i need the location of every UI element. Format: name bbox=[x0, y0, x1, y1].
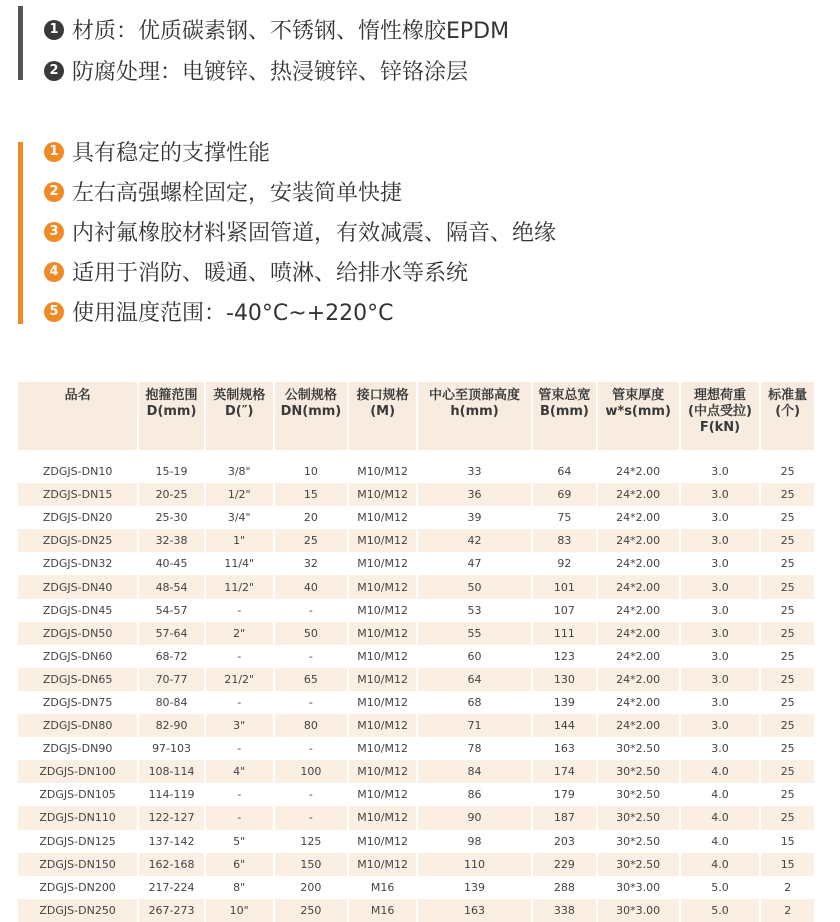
table-cell: 174 bbox=[533, 760, 596, 783]
table-cell: 30*2.50 bbox=[616, 742, 661, 756]
table-cell: 53 bbox=[467, 603, 482, 617]
table-cell: 39 bbox=[467, 511, 482, 525]
anticorrosion-line bbox=[44, 55, 468, 86]
table-cell: 30*3.00 bbox=[616, 880, 661, 894]
table-cell: 15 bbox=[780, 834, 795, 848]
table-cell: 1" bbox=[206, 529, 273, 552]
table-row bbox=[18, 529, 814, 552]
table-cell: 179 bbox=[553, 788, 575, 802]
table-cell: 70-77 bbox=[139, 668, 204, 691]
col-header: 标准量 (个) bbox=[761, 382, 814, 450]
table-cell: 15 bbox=[761, 853, 814, 876]
table-cell: 65 bbox=[275, 668, 348, 691]
table-cell: 3/4" bbox=[227, 511, 251, 525]
col-header: 接口规格 (M) bbox=[349, 382, 416, 450]
table-cell: - bbox=[308, 742, 313, 756]
table-row bbox=[18, 714, 814, 737]
table-cell: 130 bbox=[533, 668, 596, 691]
number-badge-icon: 4 bbox=[44, 262, 64, 282]
table-cell: 21/2" bbox=[206, 668, 273, 691]
table-cell: M10/M12 bbox=[349, 575, 416, 598]
table-cell: 123 bbox=[553, 649, 575, 663]
table-cell: 3.0 bbox=[711, 511, 729, 525]
table-cell: 75 bbox=[557, 511, 572, 525]
feature-item bbox=[44, 216, 556, 247]
table-cell: 137-142 bbox=[148, 834, 195, 848]
table-cell: 80-84 bbox=[155, 695, 188, 709]
table-cell: 163 bbox=[418, 899, 531, 922]
table-cell: ZDGJS-DN150 bbox=[18, 853, 137, 876]
table-cell: ZDGJS-DN15 bbox=[18, 483, 137, 506]
table-cell: 3.0 bbox=[711, 603, 729, 617]
table-cell: 114-119 bbox=[148, 788, 195, 802]
table-cell: 30*2.50 bbox=[616, 788, 661, 802]
spec-table bbox=[16, 382, 816, 922]
table-cell: ZDGJS-DN45 bbox=[42, 603, 113, 617]
table-cell: M10/M12 bbox=[357, 603, 408, 617]
table-cell: M10/M12 bbox=[357, 695, 408, 709]
table-cell: 97-103 bbox=[152, 742, 192, 756]
table-cell: 3.0 bbox=[681, 714, 760, 737]
table-cell: 54-57 bbox=[155, 603, 188, 617]
table-cell: ZDGJS-DN20 bbox=[42, 511, 113, 525]
table-cell: 24*2.00 bbox=[598, 714, 679, 737]
table-cell: 5.0 bbox=[711, 880, 729, 894]
table-cell: M10/M12 bbox=[349, 483, 416, 506]
table-cell: 25 bbox=[780, 603, 795, 617]
col-header: 管束总宽 B(mm) bbox=[533, 382, 596, 450]
table-cell: - bbox=[308, 649, 313, 663]
table-row bbox=[18, 830, 814, 853]
table-cell: 25 bbox=[275, 529, 348, 552]
table-row bbox=[18, 737, 814, 760]
number-badge-icon: 1 bbox=[44, 142, 64, 162]
col-header: 中心至顶部高度 h(mm) bbox=[418, 382, 531, 450]
table-cell: 229 bbox=[533, 853, 596, 876]
table-row bbox=[18, 783, 814, 806]
table-cell: 4.0 bbox=[711, 834, 729, 848]
table-cell: 32 bbox=[303, 557, 318, 571]
number-badge-icon: 5 bbox=[44, 302, 64, 322]
table-cell: ZDGJS-DN32 bbox=[42, 557, 113, 571]
table-cell: M10/M12 bbox=[349, 668, 416, 691]
table-row bbox=[18, 575, 814, 598]
table-cell: - bbox=[308, 788, 313, 802]
table-row bbox=[18, 691, 814, 714]
table-cell: 3.0 bbox=[711, 695, 729, 709]
table-row bbox=[18, 599, 814, 622]
table-cell: 3.0 bbox=[681, 668, 760, 691]
table-cell: - bbox=[308, 695, 313, 709]
table-row bbox=[18, 506, 814, 529]
table-cell: 267-273 bbox=[139, 899, 204, 922]
table-cell: 25 bbox=[761, 529, 814, 552]
table-cell: 162-168 bbox=[139, 853, 204, 876]
table-cell: 4.0 bbox=[681, 760, 760, 783]
table-cell: 5" bbox=[233, 834, 246, 848]
table-cell: ZDGJS-DN100 bbox=[18, 760, 137, 783]
table-cell: 4.0 bbox=[681, 853, 760, 876]
table-cell: 25 bbox=[761, 575, 814, 598]
table-cell: 203 bbox=[553, 834, 575, 848]
table-cell: ZDGJS-DN25 bbox=[18, 529, 137, 552]
table-cell: 32-38 bbox=[139, 529, 204, 552]
table-cell: ZDGJS-DN80 bbox=[18, 714, 137, 737]
table-cell: 6" bbox=[206, 853, 273, 876]
table-cell: 24*2.00 bbox=[598, 622, 679, 645]
table-cell: 24*2.00 bbox=[598, 529, 679, 552]
table-cell: - bbox=[206, 806, 273, 829]
col-header: 抱箍范围 D(mm) bbox=[139, 382, 204, 450]
table-cell: - bbox=[237, 788, 242, 802]
table-cell: ZDGJS-DN50 bbox=[18, 622, 137, 645]
table-cell: 24*2.00 bbox=[616, 649, 661, 663]
table-cell: M10/M12 bbox=[349, 529, 416, 552]
table-cell: 139 bbox=[464, 880, 486, 894]
table-cell: ZDGJS-DN65 bbox=[18, 668, 137, 691]
number-badge-icon: 2 bbox=[44, 182, 64, 202]
table-cell: 55 bbox=[418, 622, 531, 645]
table-row bbox=[18, 876, 814, 899]
table-cell: 33 bbox=[467, 465, 482, 479]
table-cell: 25-30 bbox=[155, 511, 188, 525]
table-row bbox=[18, 899, 814, 922]
table-cell: 10 bbox=[303, 465, 318, 479]
feature-item bbox=[44, 256, 468, 287]
table-cell: M10/M12 bbox=[357, 465, 408, 479]
table-cell: 3.0 bbox=[711, 557, 729, 571]
col-header: 公制规格 DN(mm) bbox=[275, 382, 348, 450]
table-cell: ZDGJS-DN250 bbox=[18, 899, 137, 922]
table-cell: 69 bbox=[533, 483, 596, 506]
table-cell: 30*2.50 bbox=[616, 834, 661, 848]
table-cell: 101 bbox=[533, 575, 596, 598]
table-row bbox=[18, 853, 814, 876]
table-cell: 250 bbox=[275, 899, 348, 922]
table-cell: ZDGJS-DN105 bbox=[39, 788, 116, 802]
table-cell: 25 bbox=[761, 483, 814, 506]
table-cell: 50 bbox=[418, 575, 531, 598]
table-row bbox=[18, 622, 814, 645]
table-cell: M10/M12 bbox=[357, 742, 408, 756]
feature-text: 使用温度范围：-40°C~+220°C bbox=[72, 301, 394, 326]
table-cell: 144 bbox=[533, 714, 596, 737]
table-cell: 25 bbox=[780, 788, 795, 802]
table-cell: M10/M12 bbox=[357, 511, 408, 525]
table-body bbox=[18, 450, 814, 922]
table-cell: 2" bbox=[206, 622, 273, 645]
table-cell: 20-25 bbox=[139, 483, 204, 506]
table-cell: 25 bbox=[780, 695, 795, 709]
table-row bbox=[18, 760, 814, 783]
table-cell: 111 bbox=[533, 622, 596, 645]
table-cell: M10/M12 bbox=[357, 557, 408, 571]
table-cell: M10/M12 bbox=[349, 622, 416, 645]
table-cell: 25 bbox=[761, 622, 814, 645]
table-cell: M10/M12 bbox=[349, 760, 416, 783]
table-cell: ZDGJS-DN40 bbox=[18, 575, 137, 598]
table-cell: ZDGJS-DN200 bbox=[39, 880, 116, 894]
table-cell: 3.0 bbox=[681, 575, 760, 598]
table-cell: M10/M12 bbox=[349, 806, 416, 829]
col-header: 理想荷重 (中点受拉) F(kN) bbox=[681, 382, 760, 450]
table-cell: 3.0 bbox=[711, 742, 729, 756]
table-cell: 40-45 bbox=[155, 557, 188, 571]
table-cell: 100 bbox=[275, 760, 348, 783]
table-cell: 83 bbox=[533, 529, 596, 552]
table-cell: 3.0 bbox=[681, 622, 760, 645]
table-cell: 24*2.00 bbox=[616, 603, 661, 617]
feature-text: 左右高强螺栓固定，安装简单快捷 bbox=[72, 181, 403, 206]
materials-accent-bar bbox=[18, 6, 23, 80]
number-badge-icon: 2 bbox=[44, 61, 64, 81]
table-cell: 84 bbox=[418, 760, 531, 783]
table-cell: 82-90 bbox=[139, 714, 204, 737]
table-cell: 60 bbox=[467, 649, 482, 663]
col-header: 品名 bbox=[18, 382, 137, 450]
table-cell: ZDGJS-DN10 bbox=[42, 465, 113, 479]
col-header: 英制规格 D(″) bbox=[206, 382, 273, 450]
table-row bbox=[18, 552, 814, 575]
material-text: 材质：优质碳素钢、不锈钢、惰性橡胶EPDM bbox=[72, 19, 510, 44]
feature-item bbox=[44, 296, 394, 327]
table-cell: 11/2" bbox=[206, 575, 273, 598]
table-cell: 78 bbox=[467, 742, 482, 756]
table-cell: 187 bbox=[533, 806, 596, 829]
table-row bbox=[18, 668, 814, 691]
table-cell: 4.0 bbox=[681, 806, 760, 829]
table-cell: 2 bbox=[761, 899, 814, 922]
table-cell: 86 bbox=[467, 788, 482, 802]
table-cell: 80 bbox=[275, 714, 348, 737]
table-row bbox=[18, 806, 814, 829]
table-cell: 92 bbox=[557, 557, 572, 571]
table-cell: 57-64 bbox=[139, 622, 204, 645]
table-cell: 25 bbox=[780, 557, 795, 571]
number-badge-icon: 1 bbox=[44, 20, 64, 40]
table-cell: M10/M12 bbox=[357, 834, 408, 848]
table-cell: 288 bbox=[553, 880, 575, 894]
table-cell: 3.0 bbox=[711, 465, 729, 479]
table-cell: 338 bbox=[533, 899, 596, 922]
table-row bbox=[18, 483, 814, 506]
table-cell: 20 bbox=[303, 511, 318, 525]
table-cell: M10/M12 bbox=[349, 714, 416, 737]
table-cell: 48-54 bbox=[139, 575, 204, 598]
table-cell: 30*2.50 bbox=[598, 806, 679, 829]
table-cell: 200 bbox=[300, 880, 322, 894]
table-cell: ZDGJS-DN90 bbox=[42, 742, 113, 756]
anticorrosion-text: 防腐处理：电镀锌、热浸镀锌、锌铬涂层 bbox=[72, 60, 469, 85]
table-cell: 139 bbox=[553, 695, 575, 709]
table-cell: ZDGJS-DN125 bbox=[39, 834, 116, 848]
table-cell: 3/8" bbox=[227, 465, 251, 479]
table-cell: - bbox=[237, 742, 242, 756]
table-cell: - bbox=[308, 603, 313, 617]
table-cell: 25 bbox=[761, 714, 814, 737]
table-cell: 25 bbox=[780, 465, 795, 479]
col-header: 管束厚度 w*s(mm) bbox=[598, 382, 679, 450]
table-cell: 30*3.00 bbox=[598, 899, 679, 922]
table-cell: 42 bbox=[418, 529, 531, 552]
table-spacer-row bbox=[18, 450, 814, 460]
table-cell: 8" bbox=[233, 880, 246, 894]
table-cell: 11/4" bbox=[224, 557, 255, 571]
table-cell: 24*2.00 bbox=[616, 511, 661, 525]
table-cell: 30*2.50 bbox=[598, 853, 679, 876]
table-cell: 2 bbox=[784, 880, 792, 894]
material-line bbox=[44, 14, 509, 45]
table-cell: 110 bbox=[418, 853, 531, 876]
table-cell: 24*2.00 bbox=[598, 575, 679, 598]
table-cell: - bbox=[275, 806, 348, 829]
table-cell: 25 bbox=[780, 511, 795, 525]
table-cell: 3" bbox=[206, 714, 273, 737]
table-cell: 15-19 bbox=[155, 465, 188, 479]
table-cell: 4" bbox=[206, 760, 273, 783]
feature-text: 内衬氟橡胶材料紧固管道，有效减震、隔音、绝缘 bbox=[72, 221, 557, 246]
table-cell: M10/M12 bbox=[349, 853, 416, 876]
table-cell: 25 bbox=[761, 806, 814, 829]
table-cell: 25 bbox=[780, 742, 795, 756]
table-cell: M10/M12 bbox=[357, 788, 408, 802]
table-cell: 15 bbox=[275, 483, 348, 506]
table-cell: 30*2.50 bbox=[598, 760, 679, 783]
table-cell: - bbox=[237, 603, 242, 617]
table-cell: ZDGJS-DN60 bbox=[42, 649, 113, 663]
table-cell: 217-224 bbox=[148, 880, 195, 894]
table-cell: 3.0 bbox=[681, 483, 760, 506]
table-cell: ZDGJS-DN75 bbox=[42, 695, 113, 709]
table-cell: 98 bbox=[467, 834, 482, 848]
table-cell: 24*2.00 bbox=[598, 668, 679, 691]
table-cell: 24*2.00 bbox=[616, 695, 661, 709]
table-cell: 90 bbox=[418, 806, 531, 829]
table-cell: 4.0 bbox=[711, 788, 729, 802]
table-cell: 163 bbox=[553, 742, 575, 756]
table-cell: 50 bbox=[275, 622, 348, 645]
table-cell: 24*2.00 bbox=[598, 483, 679, 506]
spacer-cell bbox=[18, 450, 814, 460]
table-cell: 24*2.00 bbox=[616, 465, 661, 479]
table-cell: 108-114 bbox=[139, 760, 204, 783]
table-cell: M16 bbox=[370, 880, 395, 894]
table-cell: 36 bbox=[418, 483, 531, 506]
table-cell: 25 bbox=[780, 649, 795, 663]
number-badge-icon: 3 bbox=[44, 222, 64, 242]
table-cell: 47 bbox=[467, 557, 482, 571]
table-cell: 150 bbox=[275, 853, 348, 876]
table-cell: 3.0 bbox=[711, 649, 729, 663]
table-cell: 68-72 bbox=[155, 649, 188, 663]
table-cell: 68 bbox=[467, 695, 482, 709]
feature-text: 具有稳定的支撑性能 bbox=[72, 141, 271, 166]
features-accent-bar bbox=[18, 142, 23, 324]
feature-text: 适用于消防、暖通、喷淋、给排水等系统 bbox=[72, 261, 469, 286]
table-cell: M10/M12 bbox=[357, 649, 408, 663]
table-cell: 5.0 bbox=[681, 899, 760, 922]
table-cell: - bbox=[237, 649, 242, 663]
table-cell: - bbox=[237, 695, 242, 709]
table-cell: 122-127 bbox=[139, 806, 204, 829]
table-cell: 64 bbox=[418, 668, 531, 691]
table-cell: 10" bbox=[206, 899, 273, 922]
table-cell: ZDGJS-DN110 bbox=[18, 806, 137, 829]
table-cell: M16 bbox=[349, 899, 416, 922]
table-cell: 64 bbox=[557, 465, 572, 479]
table-row bbox=[18, 460, 814, 483]
feature-item bbox=[44, 176, 402, 207]
table-cell: 71 bbox=[418, 714, 531, 737]
table-cell: 1/2" bbox=[206, 483, 273, 506]
table-cell: 40 bbox=[275, 575, 348, 598]
table-cell: 25 bbox=[761, 668, 814, 691]
table-cell: 125 bbox=[300, 834, 322, 848]
feature-item bbox=[44, 136, 270, 167]
table-header-row bbox=[18, 382, 814, 450]
table-row bbox=[18, 645, 814, 668]
table-cell: 3.0 bbox=[681, 529, 760, 552]
table-cell: 24*2.00 bbox=[616, 557, 661, 571]
table-cell: 25 bbox=[761, 760, 814, 783]
table-cell: 107 bbox=[553, 603, 575, 617]
